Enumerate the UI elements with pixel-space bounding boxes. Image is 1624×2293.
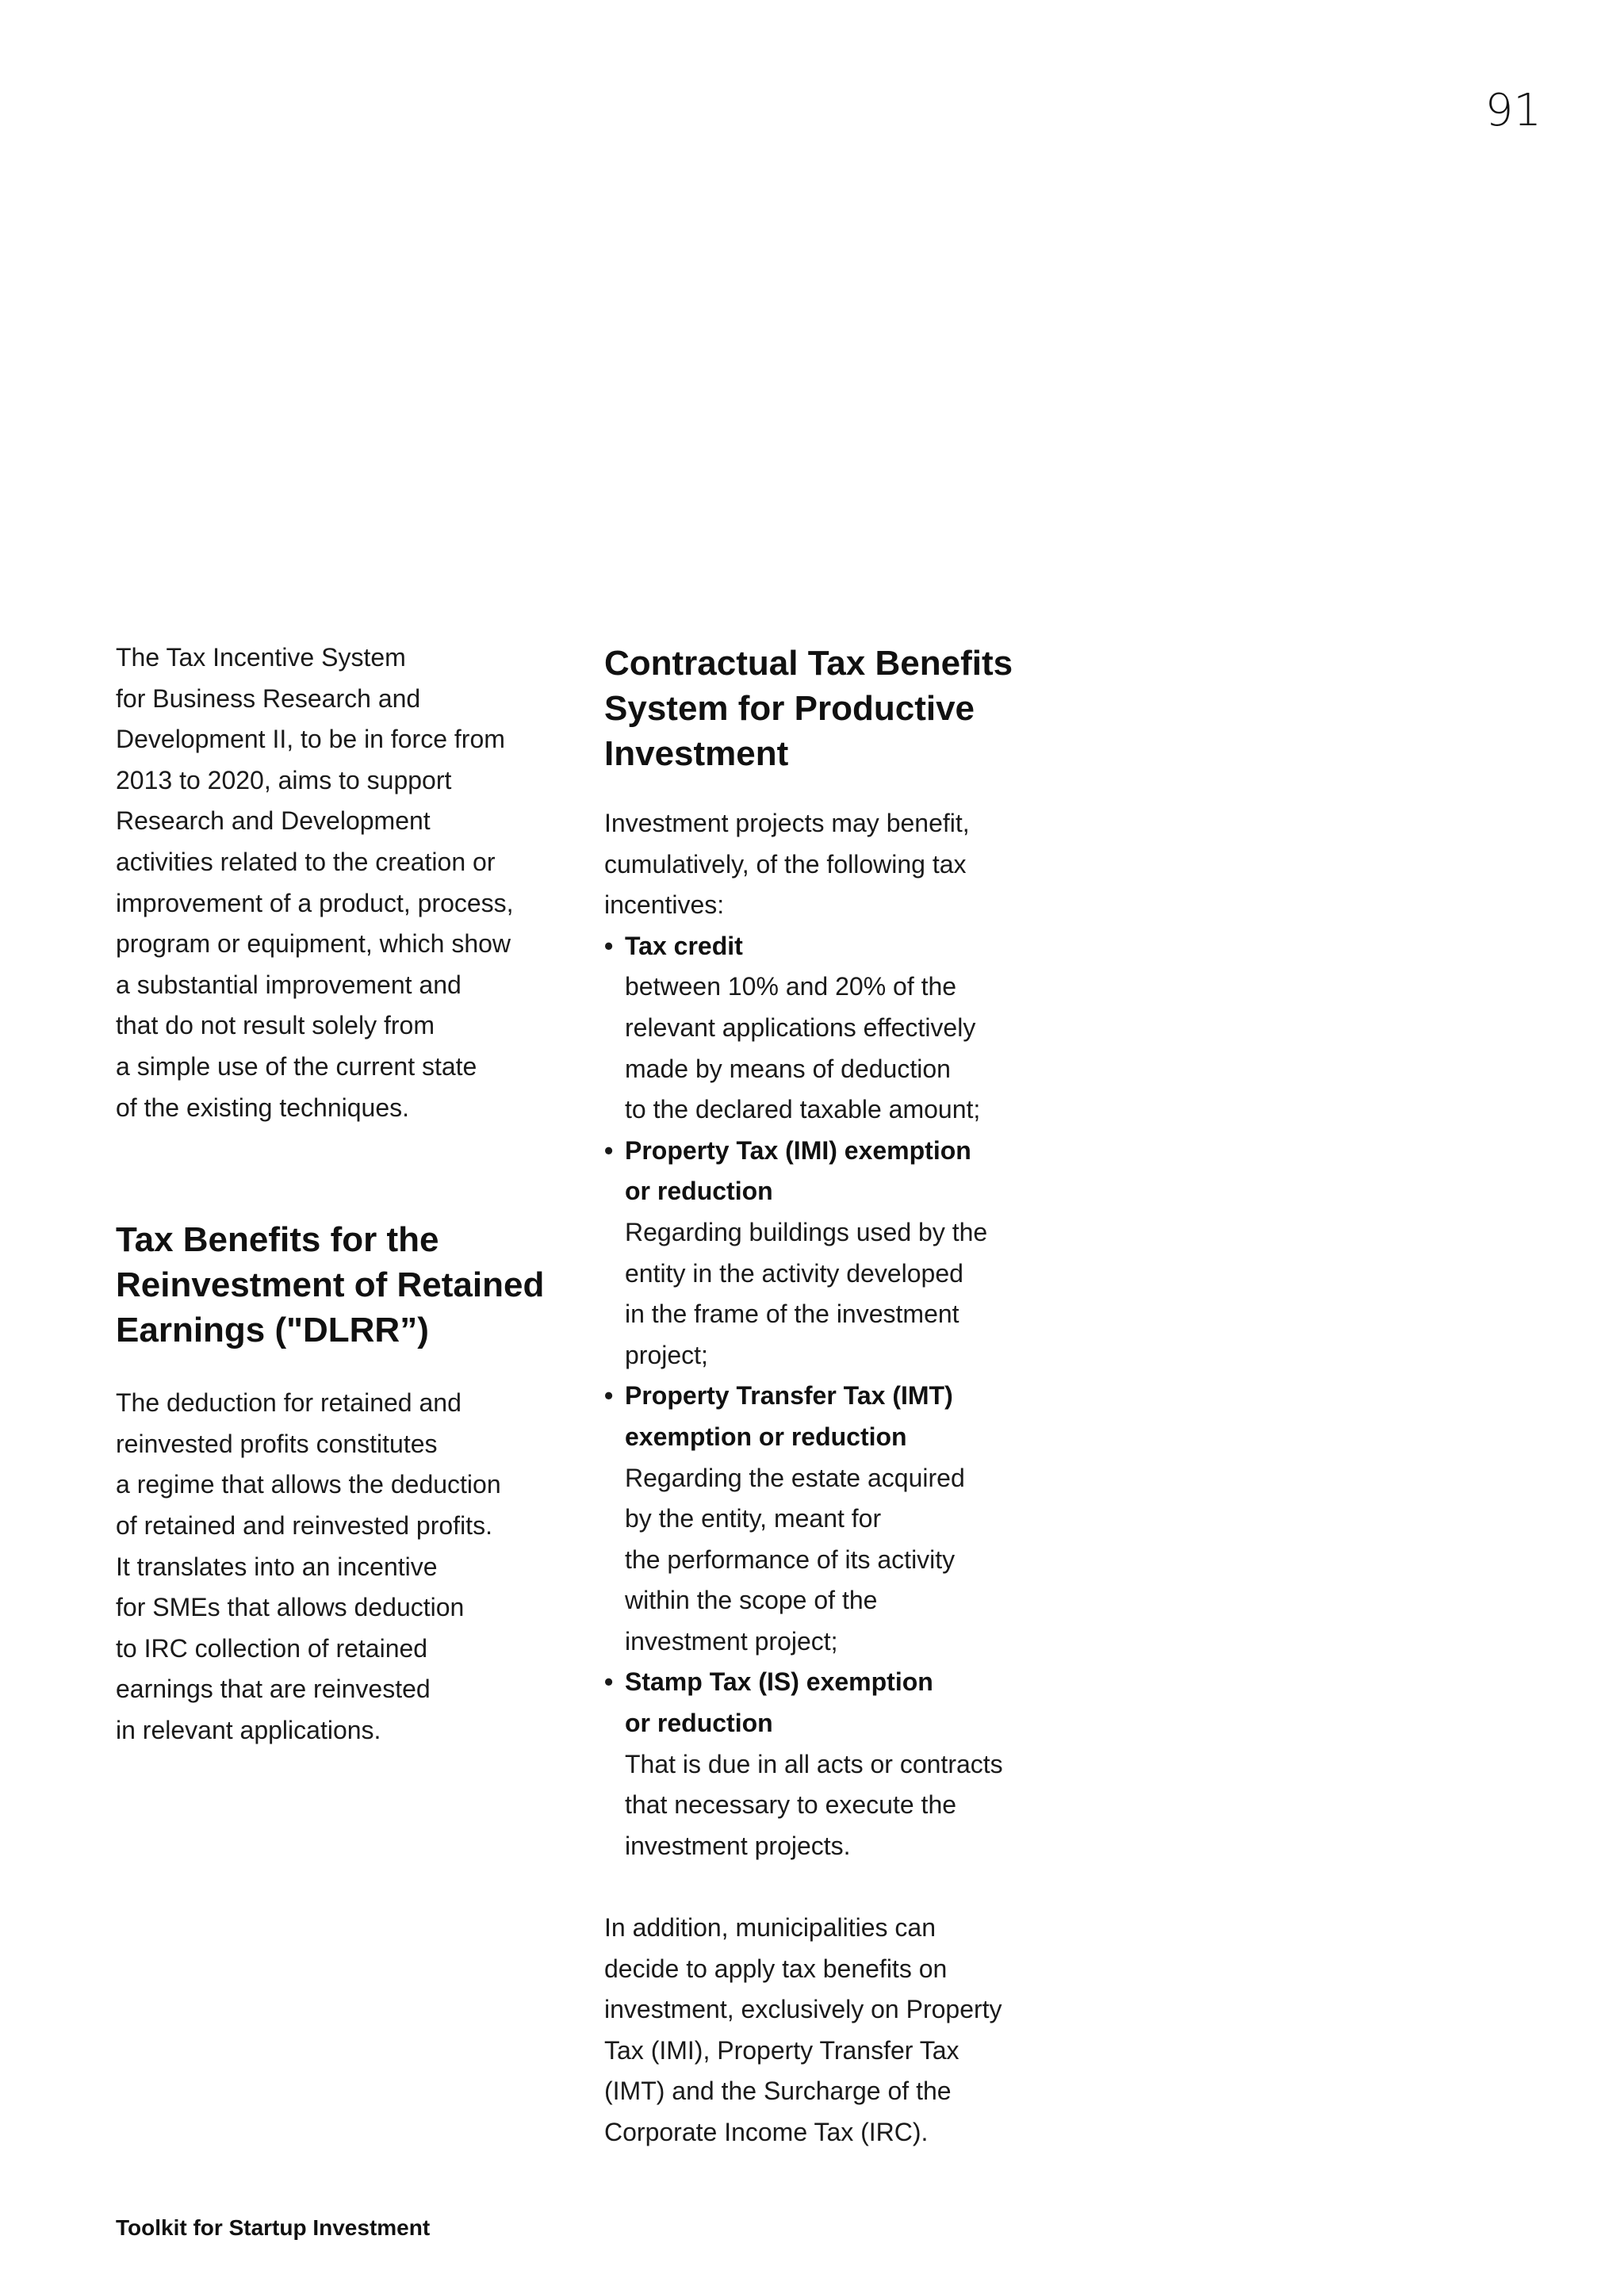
list-item-text: Regarding the estate acquired by the entity, meant for the performance of its activity within the scope of the investment project; [625, 1463, 965, 1656]
list-item [604, 926, 1080, 1131]
contractual-intro-paragraph: Investment projects may benefit, cumulatively, of the following tax incentives: [604, 809, 970, 920]
bullet-icon: • [604, 1667, 614, 1697]
list-item [604, 1376, 1080, 1662]
list-item-title: Tax credit [625, 931, 743, 960]
list-item-text: between 10% and 20% of the relevant applications effectively made by means of deduction to the declared taxable amount; [625, 972, 981, 1124]
list-item-title: Property Transfer Tax (IMT) exemption or reduction [625, 1381, 953, 1451]
bullet-icon: • [604, 931, 614, 960]
contractual-benefits-heading: Contractual Tax Benefits System for Productive Investment [604, 644, 1013, 773]
list-item-text: That is due in all acts or contracts that necessary to execute the investment projects. [625, 1749, 1003, 1860]
municipalities-paragraph: In addition, municipalities can decide to apply tax benefits on investment, exclusively on Property Tax (IMI), Property Transfer Tax (IMT) and the Surcharge of the Corporate Income Tax (IRC). [604, 1913, 1002, 2146]
right-column [604, 641, 1080, 2153]
page-number: 91 [1484, 85, 1542, 136]
dlrr-paragraph: The deduction for retained and reinvested profits constitutes a regime that allows the deduction of retained and reinvested profits. It translates into an incentive for SMEs that allows deduction to IRC collection of retained earnings that are reinvested in relevant applications. [116, 1388, 501, 1744]
list-item [604, 1662, 1080, 1866]
list-item [604, 1131, 1080, 1376]
list-item-title: Stamp Tax (IS) exemption or reduction [625, 1667, 933, 1738]
rd-incentive-paragraph: The Tax Incentive System for Business Research and Development II, to be in force from 2013 to 2020, aims to support Research and Development activities related to the creation or improvement of a product, process, program or equipment, which show a substantial improvement and that do not result solely from a simple use of the current state of the existing techniques. [116, 643, 514, 1122]
list-item-title: Property Tax (IMI) exemption or reduction [625, 1135, 971, 1206]
footer-title: Toolkit for Startup Investment [116, 2215, 431, 2240]
left-column [116, 637, 576, 1751]
bullet-icon: • [604, 1135, 614, 1165]
incentive-list [604, 926, 1080, 1867]
dlrr-heading: Tax Benefits for the Reinvestment of Retained Earnings ("DLRR”) [116, 1220, 545, 1350]
bullet-icon: • [604, 1381, 614, 1411]
list-item-text: Regarding buildings used by the entity in the activity developed in the frame of the investment project; [625, 1217, 988, 1369]
